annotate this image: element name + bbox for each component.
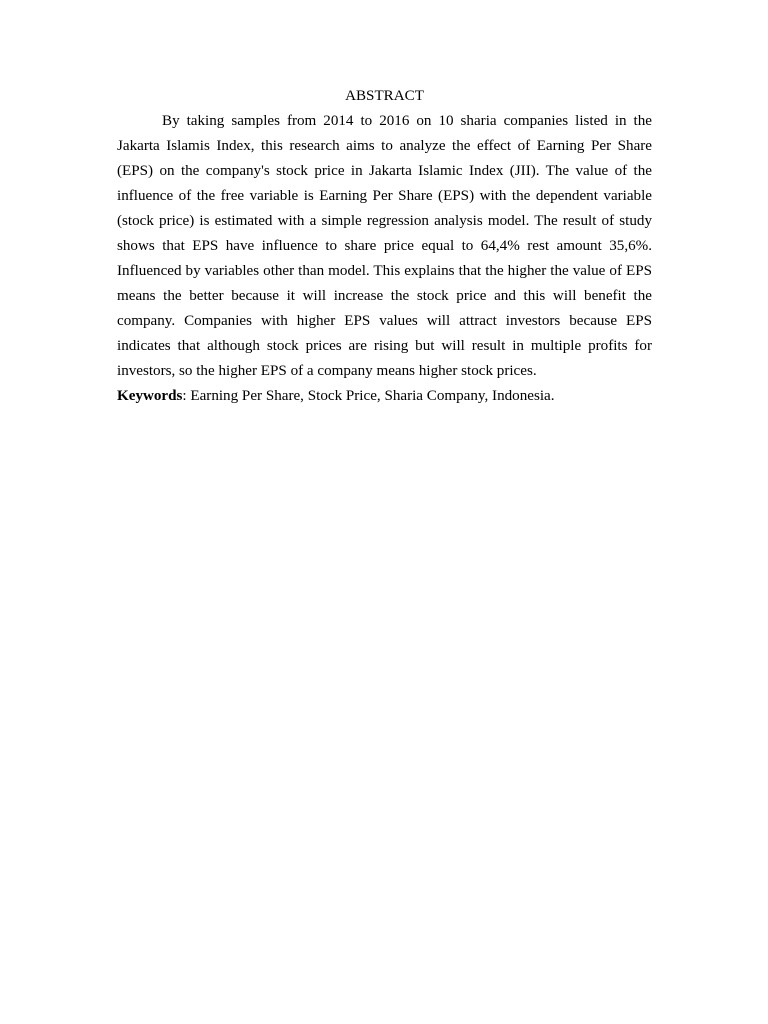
abstract-body-paragraph: By taking samples from 2014 to 2016 on 10 sharia companies listed in the Jakarta Islamis Index, this research aims to analyze the effect of Earning Per Share (EPS) on the company's stock price in Jakarta Islamic Index (JII). The value of the influence of the free variable is Earning Per Share (EPS) with the dependent variable (stock price) is estimated with a simple regression analysis model. The result of study shows that EPS have influence to share price equal to 64,4% rest amount 35,6%. Influenced by variables other than model. This explains that the higher the value of EPS means the better because it will increase the stock price and this will benefit the company. Companies with higher EPS values will attract investors because EPS indicates that although stock prices are rising but will result in multiple profits for investors, so the higher EPS of a company means higher stock prices.: [117, 113, 652, 379]
keywords-line: [117, 384, 652, 409]
abstract-heading: ABSTRACT: [345, 88, 424, 104]
abstract-section: [117, 84, 652, 409]
keywords-text: : Earning Per Share, Stock Price, Sharia Company, Indonesia.: [182, 388, 555, 404]
keywords-label: Keywords: [117, 388, 183, 404]
